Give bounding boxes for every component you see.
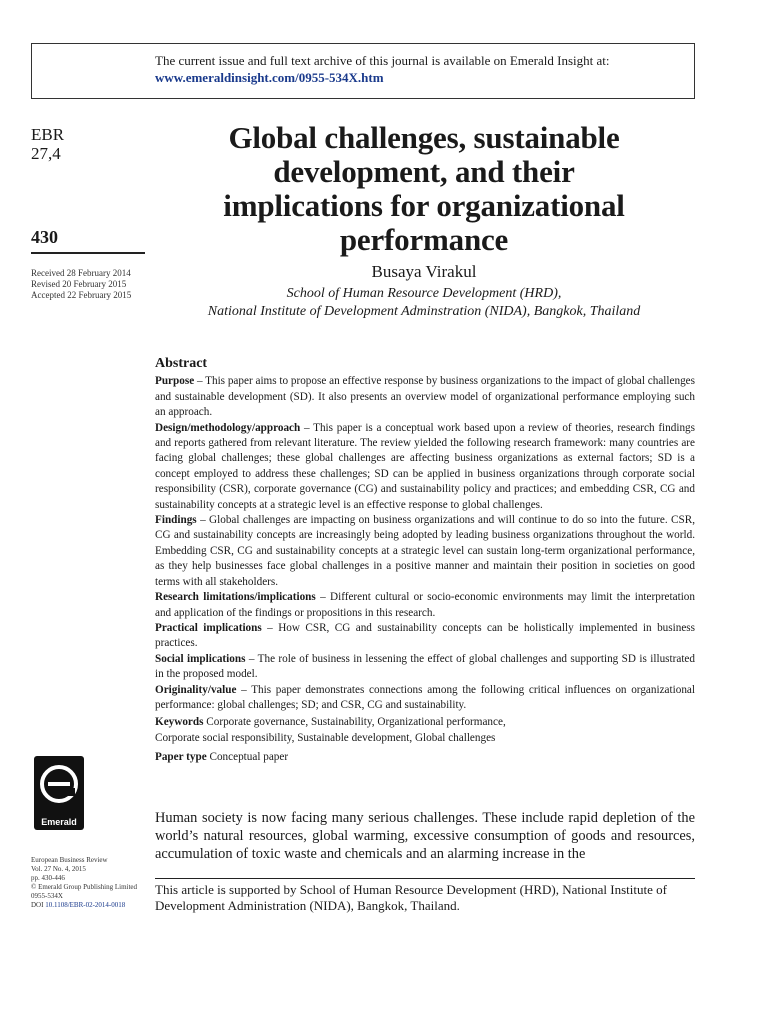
findings-label: Findings	[155, 514, 197, 527]
findings-text: – Global challenges are impacting on business organizations and will continue to do so into the future. CSR, CG and sustainability concepts are increasingly being adopted by leading business organizations throughout the world. Embedding CSR, CG and sustainability concepts at a strategic level can sustain long-term organizational performance, as they help businesses face global challenges in a positive manner and maintain their position in societies on good terms with all stakeholders.	[155, 514, 695, 588]
meta-journal: European Business Review	[31, 856, 108, 864]
practical-label: Practical implications	[155, 621, 262, 634]
journal-volume: 27,4	[31, 144, 61, 163]
accepted-date: Accepted 22 February 2015	[31, 290, 132, 300]
abstract-findings	[155, 513, 695, 590]
archive-notice	[155, 52, 610, 86]
keywords-line-2: Corporate social responsibility, Sustainable development, Global challenges	[155, 731, 496, 744]
affiliation-line-1: School of Human Resource Development (HRD),	[286, 286, 562, 301]
meta-pages: pp. 430-446	[31, 874, 65, 882]
archive-notice-box	[31, 43, 695, 99]
author-name: Busaya Virakul	[371, 262, 477, 281]
footnote: This article is supported by School of Human Resource Development (HRD), National Institute of Development Administration (NIDA), Bangkok, Thailand.	[155, 882, 667, 913]
archive-url-link[interactable]: www.emeraldinsight.com/0955-534X.htm	[155, 70, 384, 85]
abstract-originality	[155, 683, 695, 714]
meta-issn: 0955-534X	[31, 892, 63, 900]
title-line: development, and their	[273, 154, 575, 189]
keywords-line-1	[155, 715, 695, 730]
page-number: 430	[31, 227, 58, 247]
meta-copyright: © Emerald Group Publishing Limited	[31, 883, 138, 891]
archive-line: The current issue and full text archive of this journal is available on Emerald Insight at:	[155, 53, 610, 68]
keywords-label: Keywords	[155, 716, 204, 729]
title-line: Global challenges, sustainable	[228, 120, 620, 155]
publication-meta	[31, 856, 151, 910]
emerald-logo	[34, 756, 84, 830]
meta-doi-line	[31, 901, 151, 910]
purpose-text: – This paper aims to propose an effective response by business organizations to the impact of global challenges and sustainable development (SD). It also presents an overview model of organizational performance employing such an approach.	[155, 375, 695, 419]
abstract-section	[155, 356, 695, 766]
body-paragraph: Human society is now facing many serious challenges. These include rapid depletion of the world’s natural resources, global warming, excessive consumption of goods and resources, accumulation of toxic waste and chemicals and an alarming increase in the	[155, 810, 695, 862]
purpose-label: Purpose	[155, 375, 195, 388]
meta-doi-label: DOI	[31, 901, 44, 909]
originality-text: – This paper demonstrates connections among the following critical influences on organizational performance: global challenges; SD; and CSR, CG and sustainability.	[155, 683, 695, 711]
abstract-purpose	[155, 374, 695, 420]
title-line: implications for organizational	[223, 188, 625, 223]
revised-date: Revised 20 February 2015	[31, 279, 127, 289]
abstract-social	[155, 652, 695, 683]
title-line: performance	[339, 222, 509, 257]
practical-text: – How CSR, CG and sustainability concepts can be holistically implemented in business practices.	[155, 621, 695, 650]
design-label: Design/methodology/approach	[155, 421, 301, 434]
received-date: Received 28 February 2014	[31, 268, 131, 278]
limitations-label: Research limitations/implications	[155, 591, 316, 604]
design-text: – This paper is a conceptual work based upon a review of theories, research findings and reports gathered from relevant literature. The review yielded the following research framework: many countries are facing global challenges; these global challenges are affecting business organizations as external factors; SD is a concept employed to address these challenges; SD can be applied in business organizations through corporate social responsibility (CSR), corporate governance (CG) and sustainability policy and practices; and embedding CSR, CG and sustainability concepts at a strategic level is an effective response to global challenges.	[155, 421, 695, 511]
affiliation-line-2: National Institute of Development Adminstration (NIDA), Bangkok, Thailand	[207, 304, 641, 319]
abstract-limitations	[155, 590, 695, 621]
emerald-e-icon	[39, 762, 79, 806]
sidebar-divider	[31, 252, 145, 254]
footnote-divider	[155, 878, 695, 879]
submission-dates	[31, 268, 131, 301]
logo-label: Emerald	[41, 817, 77, 827]
journal-code-block	[31, 125, 64, 163]
abstract-practical	[155, 621, 695, 652]
paper-type-text: Conceptual paper	[209, 751, 289, 764]
paper-type-label: Paper type	[155, 751, 207, 764]
social-text: – The role of business in lessening the effect of global challenges and supporting SD is illustrated in the proposed model.	[155, 652, 695, 681]
limitations-text: – Different cultural or socio-economic environments may limit the interpretation and application of the findings or propositions in this research.	[155, 591, 695, 619]
keywords-text-1: Corporate governance, Sustainability, Organizational performance,	[206, 716, 506, 729]
keywords-block	[155, 715, 695, 746]
social-label: Social implications	[155, 652, 246, 665]
originality-label: Originality/value	[155, 683, 237, 696]
journal-code: EBR	[31, 125, 65, 144]
abstract-heading: Abstract	[155, 356, 208, 371]
paper-type-block	[155, 750, 695, 765]
abstract-design	[155, 421, 695, 513]
meta-volume: Vol. 27 No. 4, 2015	[31, 865, 86, 873]
article-title	[160, 121, 688, 257]
doi-link[interactable]: 10.1108/EBR-02-2014-0018	[45, 901, 126, 909]
